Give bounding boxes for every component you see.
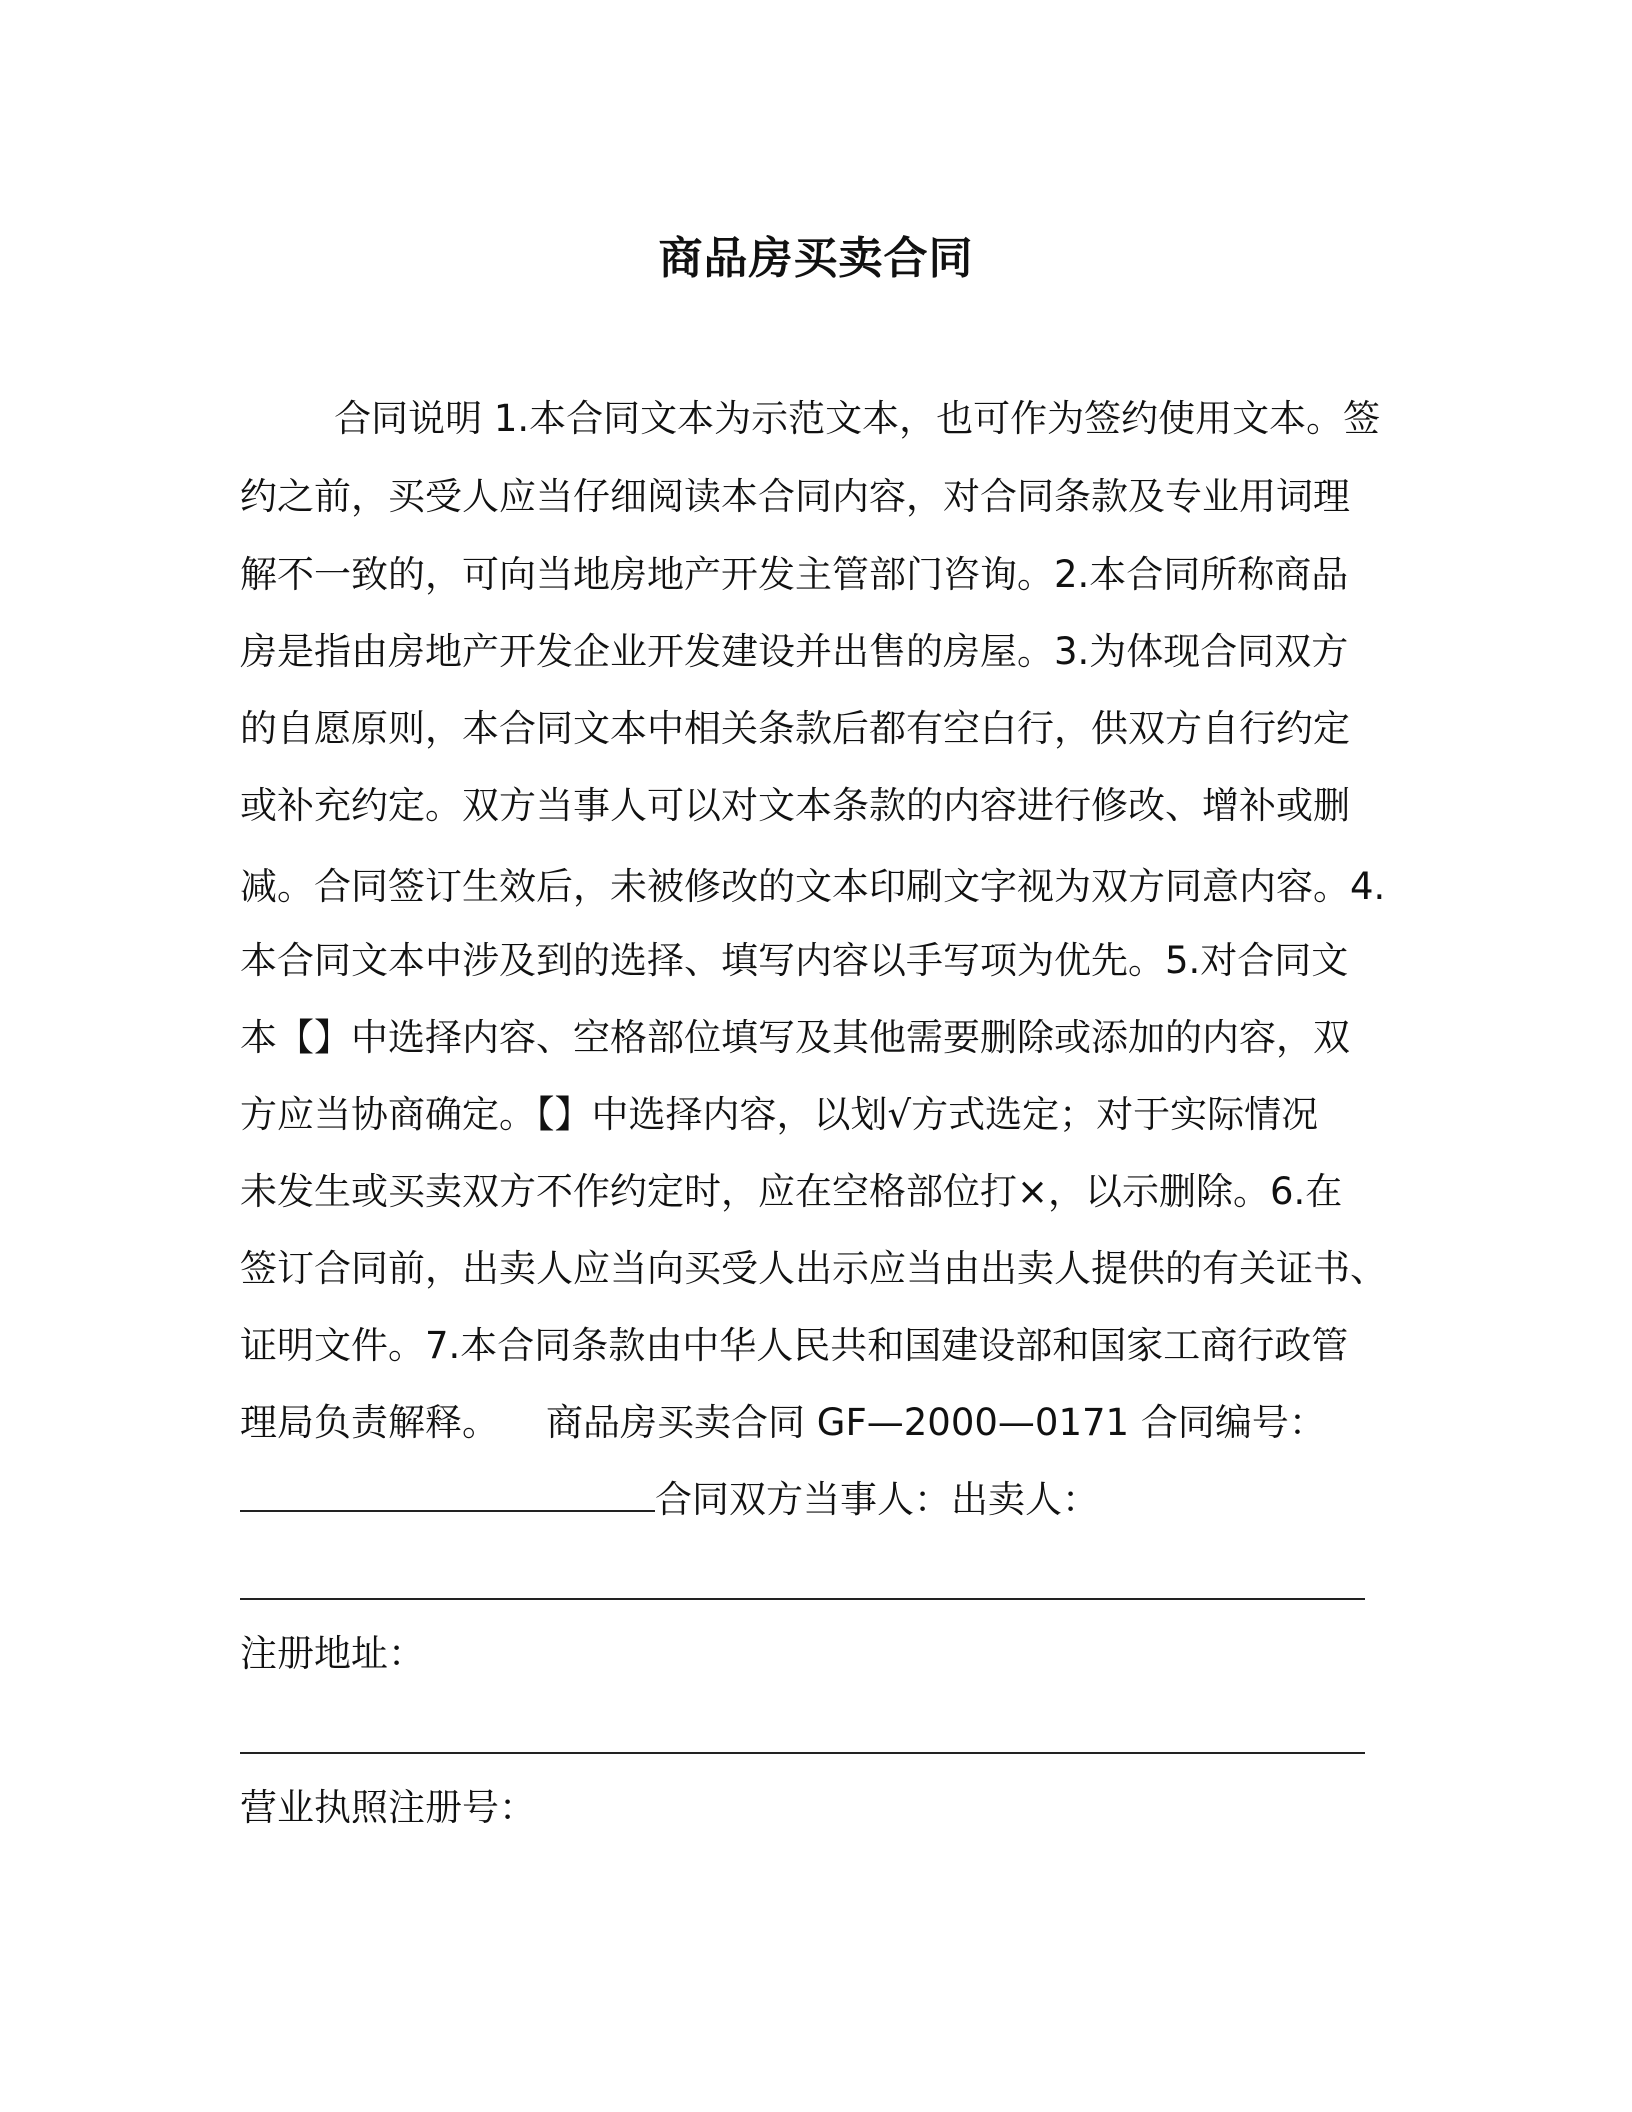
parties-label: 合同双方当事人：出卖人：	[655, 1478, 1099, 1521]
body-line-7: 减。合同签订生效后，未被修改的文本印刷文字视为双方同意内容。4.	[240, 865, 1386, 908]
body-line-3: 解不一致的，可向当地房地产开发主管部门咨询。2.本合同所称商品	[240, 553, 1349, 596]
business-license-label: 营业执照注册号：	[240, 1786, 536, 1829]
body-line-5: 的自愿原则，本合同文本中相关条款后都有空白行，供双方自行约定	[240, 707, 1350, 750]
body-line-2: 约之前，买受人应当仔细阅读本合同内容，对合同条款及专业用词理	[240, 475, 1350, 518]
body-line-13: 证明文件。7.本合同条款由中华人民共和国建设部和国家工商行政管	[240, 1324, 1349, 1367]
registered-address-label: 注册地址：	[240, 1632, 425, 1675]
parties-line	[240, 1478, 1099, 1522]
body-line-6: 或补充约定。双方当事人可以对文本条款的内容进行修改、增补或删	[240, 784, 1350, 827]
body-line-1: 合同说明 1.本合同文本为示范文本，也可作为签约使用文本。签	[240, 397, 1381, 440]
seller-blank-line	[240, 1598, 1365, 1600]
body-line-12: 签订合同前，出卖人应当向买受人出示应当由出卖人提供的有关证书、	[240, 1247, 1387, 1290]
document-title: 商品房买卖合同	[658, 233, 974, 284]
body-line-14: 理局负责解释。 商品房买卖合同 GF—2000—0171 合同编号：	[240, 1401, 1326, 1444]
body-line-4: 房是指由房地产开发企业开发建设并出售的房屋。3.为体现合同双方	[240, 630, 1349, 673]
body-line-8: 本合同文本中涉及到的选择、填写内容以手写项为优先。5.对合同文	[240, 939, 1349, 982]
body-line-9: 本【】中选择内容、空格部位填写及其他需要删除或添加的内容，双	[240, 1016, 1350, 1059]
body-line-11: 未发生或买卖双方不作约定时，应在空格部位打×，以示删除。6.在	[240, 1170, 1343, 1213]
registered-address-blank-line	[240, 1752, 1365, 1754]
body-line-10: 方应当协商确定。【】中选择内容，以划√方式选定；对于实际情况	[240, 1093, 1319, 1136]
contract-number-blank	[240, 1510, 655, 1512]
